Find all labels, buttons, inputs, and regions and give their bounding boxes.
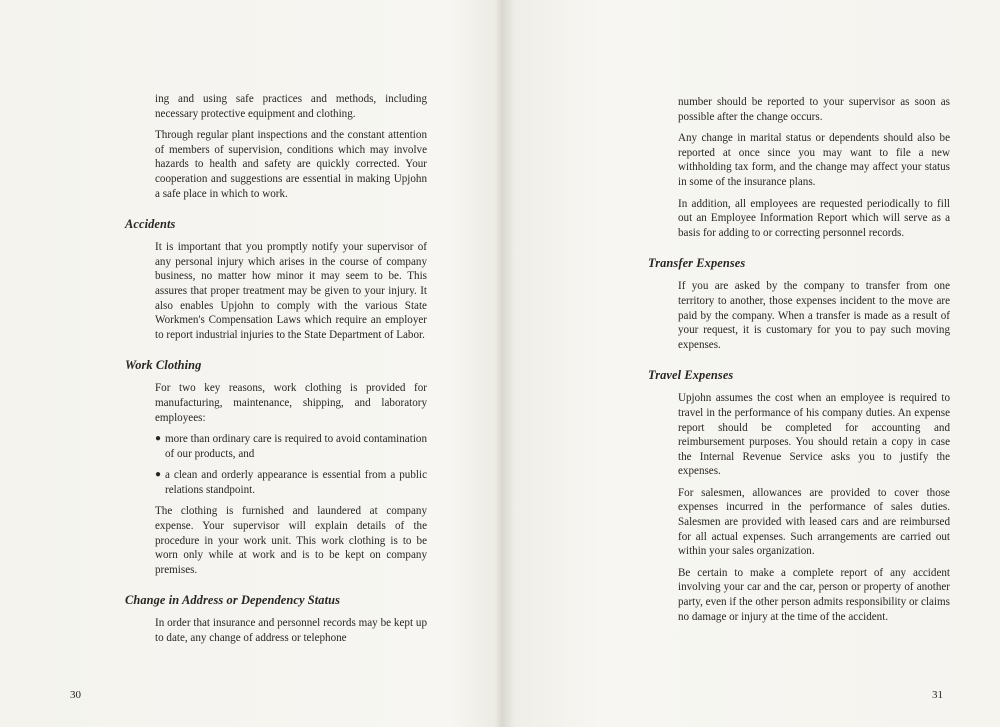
bullet-icon: ● [155, 433, 162, 445]
continued-section [678, 95, 950, 240]
bullet-icon: ● [155, 469, 162, 481]
continued-paragraph-3: In addition, all employees are requested periodically to fill out an Employee Information Report which will serve as a basis for adding to or correcting personnel records. [678, 197, 950, 239]
right-page [502, 0, 1000, 727]
travel-paragraph-3: Be certain to make a complete report of any accident involving your car and the car, person or property of another party, even if the other person admits responsibility or claims no damage or injury at the time of the accident. [678, 566, 950, 623]
heading-travel-expenses: Travel Expenses [648, 368, 734, 383]
heading-transfer-expenses: Transfer Expenses [648, 256, 746, 271]
travel-paragraph-1: Upjohn assumes the cost when an employee is required to travel in the performance of his company duties. An expense report should be completed for accounting and reimbursement purposes. You should retain a copy in case the Internal Revenue Service asks you to justify the expenses. [678, 392, 950, 478]
continued-paragraph-2: Any change in marital status or dependents should also be reported at once since you may want to file a new withholding tax form, and the change may affect your status in some of the insurance plans. [678, 132, 950, 188]
page-number: 31 [932, 689, 943, 701]
bullet-text: more than ordinary care is required to avoid contamination of our products, and [165, 433, 427, 460]
travel-section [678, 391, 950, 624]
accidents-section [155, 240, 427, 342]
intro-paragraph-2: Through regular plant inspections and the constant attention of members of supervision, conditions which may involve hazards to health and safety are quickly corrected. Your cooperation and suggestions are essential in making Upjohn a safe place in which to work. [155, 129, 427, 200]
continued-paragraph-1: number should be reported to your supervisor as soon as possible after the change occurs. [678, 96, 950, 123]
change-address-paragraph: In order that insurance and personnel records may be kept up to date, any change of address or telephone [155, 617, 427, 645]
heading-accidents: Accidents [125, 217, 176, 232]
transfer-section [678, 279, 950, 352]
work-clothing-section [155, 381, 427, 577]
intro-section [155, 92, 427, 201]
work-clothing-closing: The clothing is furnished and laundered at company expense. Your supervisor will explain details of the procedure in your work unit. This work clothing is to be worn only while at work and is to be kept on company premises. [155, 505, 427, 576]
right-page-text-column [648, 92, 950, 631]
list-item [155, 432, 427, 461]
accidents-paragraph: It is important that you promptly notify your supervisor of any personal injury which arises in the course of company business, no matter how minor it may seem to be. This assures that proper treatment may be given to your injury. It also enables Upjohn to comply with the various State Workmen's Compensation Laws which require an employer to report industrial injuries to the State Department of Labor. [155, 241, 427, 341]
transfer-paragraph: If you are asked by the company to transfer from one territory to another, those expenses incident to the move are paid by the company. When a transfer is made as a result of your request, it is customary for you to pay such moving expenses. [678, 280, 950, 351]
list-item [155, 468, 427, 497]
page-number: 30 [70, 689, 81, 701]
travel-paragraph-2: For salesmen, allowances are provided to cover those expenses incurred in the performance of sales duties. Salesmen are provided with leased cars and are reimbursed for all actual expenses. Such arrangements are carried out within your sales organization. [678, 486, 950, 558]
heading-change-address: Change in Address or Dependency Status [125, 593, 341, 608]
intro-paragraph-1: ing and using safe practices and methods, including necessary protective equipment and clothing. [155, 93, 427, 120]
change-address-section [155, 616, 427, 645]
heading-work-clothing: Work Clothing [125, 358, 202, 373]
bullet-text: a clean and orderly appearance is essential from a public relations standpoint. [165, 469, 427, 496]
left-page-text-column [125, 92, 427, 653]
work-clothing-intro: For two key reasons, work clothing is provided for manufacturing, maintenance, shipping, and laboratory employees: [155, 382, 427, 424]
